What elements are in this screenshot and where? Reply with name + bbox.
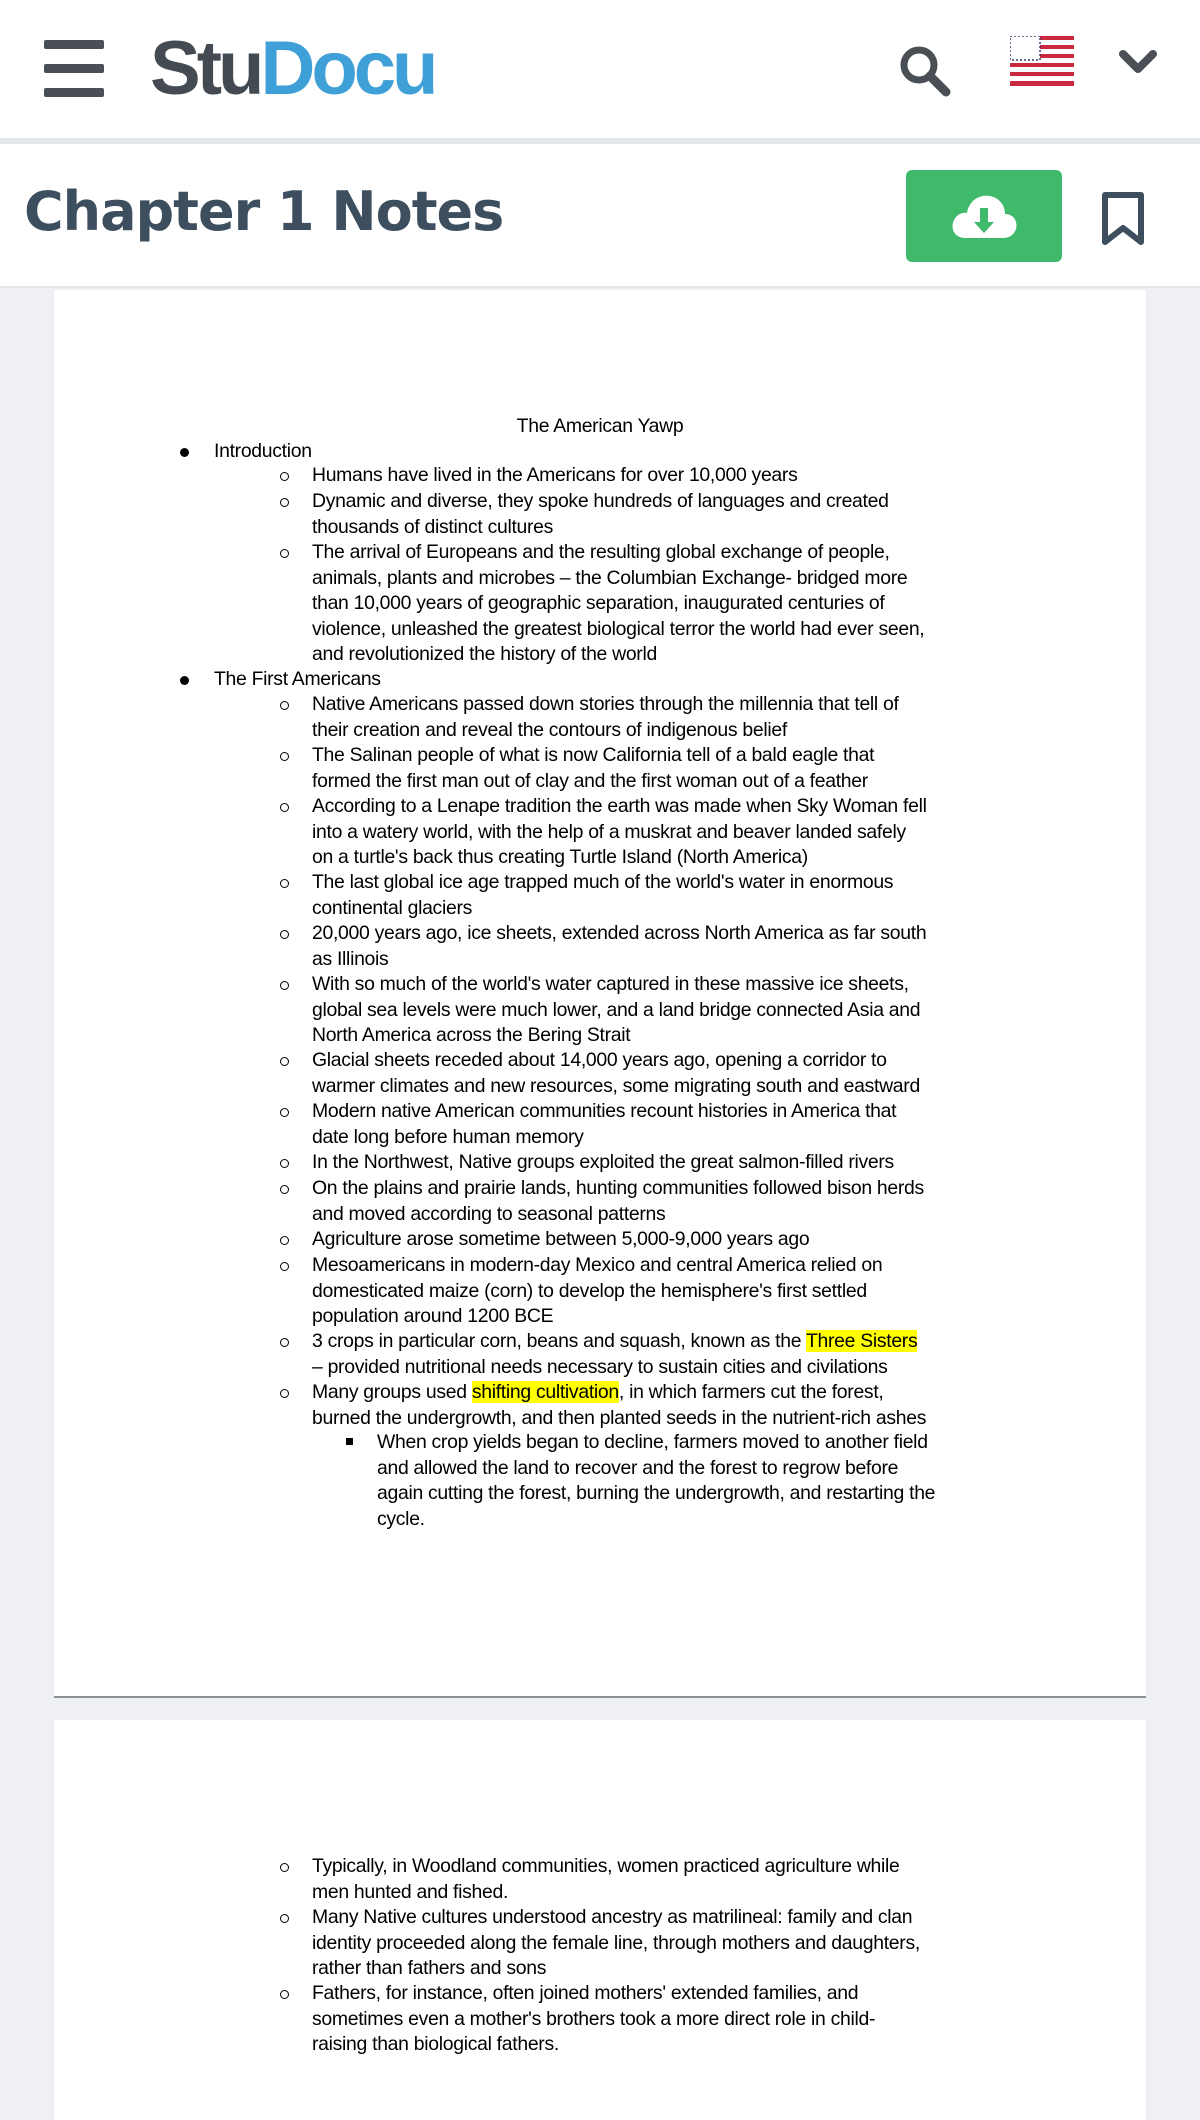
bullet-circle	[280, 701, 289, 710]
list-item	[312, 972, 1072, 1049]
list-item-line: Typically, in Woodland communities, women practiced agriculture while	[312, 1855, 900, 1877]
list-item-line: When crop yields began to decline, farmers moved to another field	[377, 1431, 928, 1453]
list-item-line: violence, unleashed the greatest biological terror the world had ever seen,	[312, 617, 925, 640]
section-title: The First Americans	[214, 668, 381, 690]
download-button[interactable]	[906, 170, 1062, 262]
list-item	[312, 1227, 1072, 1253]
list-item-line: raising than biological fathers.	[312, 2033, 559, 2055]
list-item-line: sometimes even a mother's brothers took a more direct role in child-	[312, 2007, 876, 2030]
list-item-line: 20,000 years ago, ice sheets, extended across North America as far south	[312, 922, 927, 944]
list-item	[312, 1150, 1072, 1176]
document-page-2	[54, 1720, 1146, 2120]
bullet-circle	[280, 472, 289, 481]
bullet-circle	[280, 1990, 289, 1999]
bullet-circle	[280, 1389, 289, 1398]
list-item-line: on a turtle's back thus creating Turtle Island (North America)	[312, 846, 808, 868]
bullet-circle	[280, 930, 289, 939]
list-item-line: The last global ice age trapped much of the world's water in enormous	[312, 871, 894, 893]
list-item-line: formed the first man out of clay and the first woman out of a feather	[312, 769, 868, 792]
cloud-download-icon	[948, 188, 1020, 244]
bullet-circle	[280, 1185, 289, 1194]
list-item-line: population around 1200 BCE	[312, 1305, 554, 1327]
list-item-line: as Illinois	[312, 947, 389, 970]
bullet-circle	[280, 1338, 289, 1347]
list-item	[312, 1981, 1072, 2058]
highlighted-text: Three Sisters	[805, 1330, 918, 1352]
list-item	[312, 1048, 1072, 1099]
list-item-line: cycle.	[377, 1507, 425, 1530]
list-item-line: Fathers, for instance, often joined mothers' extended families, and	[312, 1982, 859, 2004]
list-item-line: Mesoamericans in modern-day Mexico and central America relied on	[312, 1254, 883, 1276]
list-item	[312, 921, 1072, 972]
list-item-line: men hunted and fished.	[312, 1880, 509, 1903]
bullet-circle	[280, 752, 289, 761]
bookmark-icon[interactable]	[1100, 192, 1146, 246]
list-item-line: burned the undergrowth, and then planted seeds in the nutrient-rich ashes	[312, 1406, 927, 1429]
bullet-circle	[280, 1914, 289, 1923]
list-item-line: into a watery world, with the help of a muskrat and beaver landed safely	[312, 820, 906, 843]
bullet-circle	[280, 879, 289, 888]
list-item	[312, 1380, 1072, 1431]
hamburger-menu-icon[interactable]	[44, 40, 104, 96]
list-item	[312, 1854, 1072, 1905]
list-item-line: than 10,000 years of geographic separation, inaugurated centuries of	[312, 592, 885, 614]
list-item-line: Glacial sheets receded about 14,000 years ago, opening a corridor to	[312, 1049, 887, 1071]
list-item-line: With so much of the world's water captured in these massive ice sheets,	[312, 973, 909, 995]
list-item-line: On the plains and prairie lands, hunting communities followed bison herds	[312, 1177, 924, 1199]
list-item-line: Dynamic and diverse, they spoke hundreds of languages and created	[312, 490, 889, 512]
list-item-line: The Salinan people of what is now California tell of a bald eagle that	[312, 744, 875, 766]
bullet-circle	[280, 1159, 289, 1168]
list-item-line: and allowed the land to recover and the forest to regrow before	[377, 1456, 899, 1479]
bullet-square	[346, 1438, 353, 1445]
list-item	[377, 1430, 1077, 1532]
section-title: Introduction	[214, 440, 312, 462]
text-run: 3 crops in particular corn, beans and squash, known as the	[312, 1330, 806, 1352]
list-item-line: Humans have lived in the Americans for over 10,000 years	[312, 464, 798, 486]
list-item-line: rather than fathers and sons	[312, 1957, 547, 1979]
list-item-line: global sea levels were much lower, and a land bridge connected Asia and	[312, 998, 921, 1021]
bullet-circle	[280, 1057, 289, 1066]
list-item-line: In the Northwest, Native groups exploited the great salmon-filled rivers	[312, 1151, 894, 1173]
bullet-circle	[280, 803, 289, 812]
list-item-line	[312, 1329, 1072, 1355]
list-item-line	[312, 1380, 1072, 1406]
list-item-line: domesticated maize (corn) to develop the hemisphere's first settled	[312, 1279, 867, 1302]
bullet-dot	[180, 676, 189, 685]
list-item-line: animals, plants and microbes – the Columbian Exchange- bridged more	[312, 566, 908, 589]
list-item-line: thousands of distinct cultures	[312, 515, 554, 538]
text-run: Many groups used	[312, 1381, 472, 1403]
logo-text-stu: Stu	[150, 26, 261, 111]
bullet-circle	[280, 549, 289, 558]
logo-text-docu: Docu	[260, 26, 435, 111]
chevron-down-icon[interactable]	[1118, 48, 1158, 76]
us-flag-icon[interactable]	[1010, 36, 1074, 86]
list-item-line: According to a Lenape tradition the earth was made when Sky Woman fell	[312, 795, 927, 817]
list-item-line: and moved according to seasonal patterns	[312, 1202, 666, 1225]
list-item	[312, 1253, 1072, 1330]
bullet-circle	[280, 498, 289, 507]
list-item	[312, 743, 1072, 794]
list-item-line: Agriculture arose sometime between 5,000-9,000 years ago	[312, 1228, 810, 1250]
list-item-line: continental glaciers	[312, 896, 472, 919]
list-item-line: North America across the Bering Strait	[312, 1024, 631, 1046]
studocu-logo[interactable]	[150, 24, 434, 114]
document-title-bar	[0, 144, 1200, 288]
list-item	[312, 692, 1072, 743]
list-item	[312, 1329, 1072, 1380]
top-navigation-bar	[0, 0, 1200, 144]
search-icon[interactable]	[896, 42, 952, 98]
bullet-circle	[280, 981, 289, 990]
bullet-circle	[280, 1108, 289, 1117]
list-item-line: – provided nutritional needs necessary to sustain cities and civilations	[312, 1355, 888, 1378]
document-page-1	[54, 290, 1146, 1696]
highlighted-text: shifting cultivation	[471, 1381, 619, 1403]
list-item	[312, 1905, 1072, 1982]
list-item-line: their creation and reveal the contours of indigenous belief	[312, 718, 787, 741]
list-item-line: identity proceeded along the female line, through mothers and daughters,	[312, 1931, 920, 1954]
list-item-line: Modern native American communities recount histories in America that	[312, 1100, 897, 1122]
list-item	[312, 540, 1072, 668]
bullet-circle	[280, 1863, 289, 1872]
text-run: , in which farmers cut the forest,	[618, 1381, 884, 1403]
list-item-line: Native Americans passed down stories through the millennia that tell of	[312, 693, 899, 715]
document-heading: The American Yawp	[516, 415, 684, 437]
bullet-circle	[280, 1236, 289, 1245]
page-title: Chapter 1 Notes	[24, 180, 504, 243]
list-item-line: Many Native cultures understood ancestry as matrilineal: family and clan	[312, 1906, 913, 1928]
list-item-line: The arrival of Europeans and the resulting global exchange of people,	[312, 541, 890, 563]
list-item	[312, 1176, 1072, 1227]
list-item	[312, 489, 1072, 540]
list-item-line: and revolutionized the history of the world	[312, 643, 657, 665]
list-item-line: date long before human memory	[312, 1125, 584, 1148]
list-item	[312, 794, 1072, 871]
bullet-dot	[180, 448, 189, 457]
list-item-line: again cutting the forest, burning the undergrowth, and restarting the	[377, 1482, 936, 1504]
list-item	[312, 463, 1072, 489]
list-item	[312, 1099, 1072, 1150]
page-divider	[54, 1696, 1146, 1698]
list-item	[312, 870, 1072, 921]
list-item-line: warmer climates and new resources, some migrating south and eastward	[312, 1074, 920, 1097]
bullet-circle	[280, 1262, 289, 1271]
